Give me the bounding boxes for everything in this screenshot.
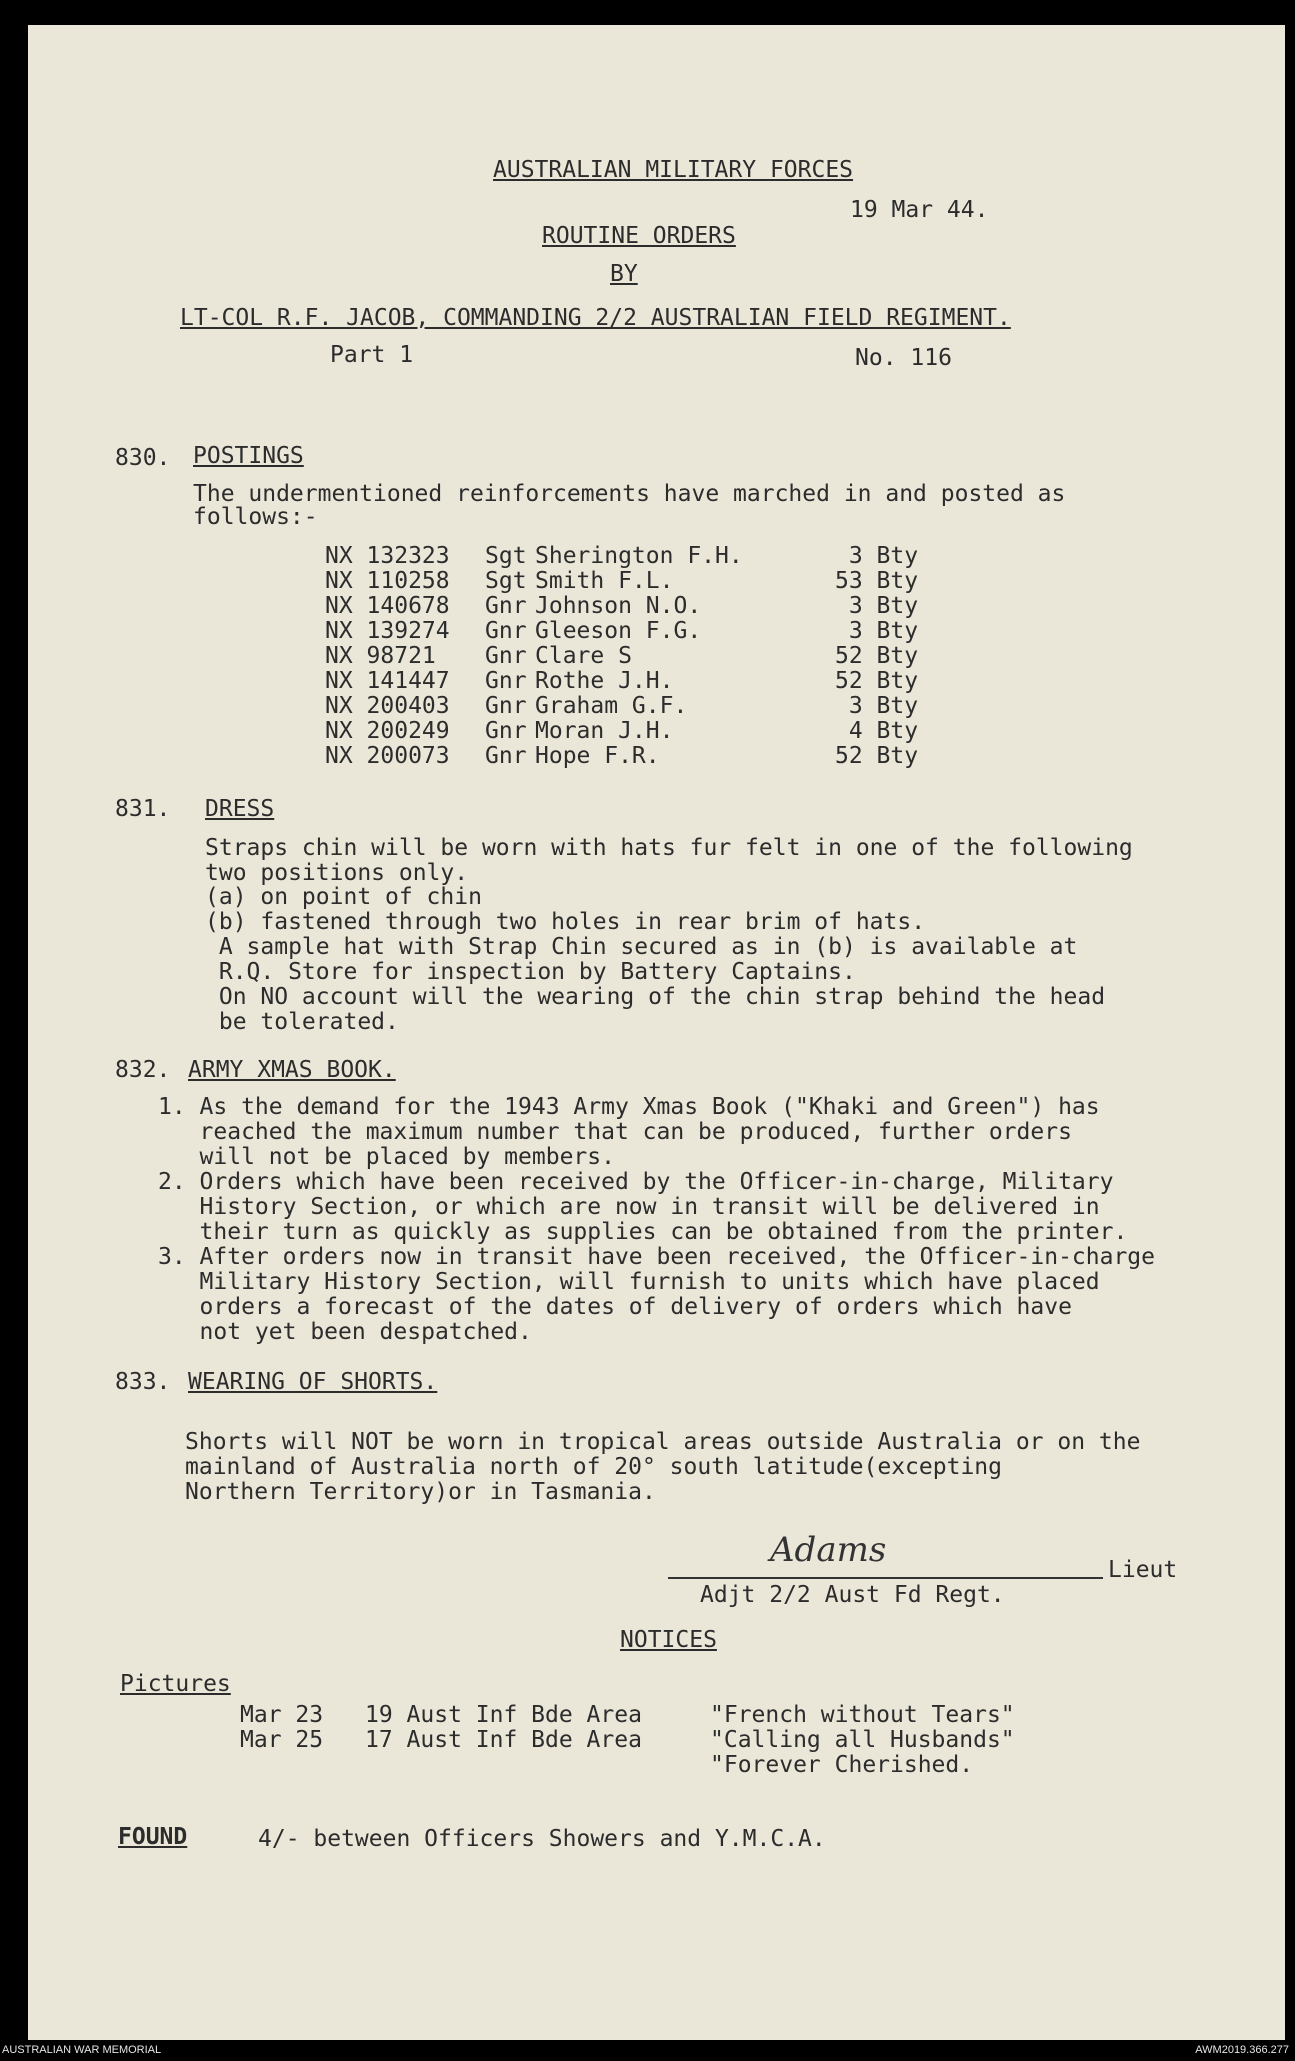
section-832-line: not yet been despatched. xyxy=(158,1319,532,1345)
soldier-name: Moran J.H. xyxy=(535,718,674,744)
battery: 53 Bty xyxy=(835,568,919,594)
section-831-line: two positions only. xyxy=(205,860,469,886)
service-number: NX 132323 xyxy=(325,543,450,569)
rank: Gnr xyxy=(485,643,527,669)
soldier-name: Hope F.R. xyxy=(535,743,660,769)
signatory-rank: Lieut xyxy=(1108,1557,1178,1583)
archive-id: AWM2019.366.277 xyxy=(1195,2044,1289,2056)
section-833-line: Northern Territory)or in Tasmania. xyxy=(185,1479,656,1505)
service-number: NX 140678 xyxy=(325,593,450,619)
picture-film: "Forever Cherished. xyxy=(710,1752,974,1778)
section-831-heading: DRESS xyxy=(205,796,275,822)
section-832-line: 3. After orders now in transit have been received, the Officer-in-charge xyxy=(158,1244,1155,1270)
section-830-number: 830. xyxy=(115,445,171,471)
battery: 3 Bty xyxy=(848,693,919,719)
signature: Adams xyxy=(770,1530,887,1570)
order-number: No. 116 xyxy=(855,345,952,371)
soldier-name: Smith F.L. xyxy=(535,568,674,594)
battery: 52 Bty xyxy=(835,668,919,694)
section-831-number: 831. xyxy=(115,796,171,822)
picture-film: "Calling all Husbands" xyxy=(710,1727,1015,1753)
table-row xyxy=(325,694,918,719)
notices-heading: NOTICES xyxy=(620,1627,717,1653)
section-833-line: Shorts will NOT be worn in tropical areas outside Australia or on the xyxy=(185,1429,1141,1455)
picture-area: 19 Aust Inf Bde Area xyxy=(365,1702,642,1728)
battery: 52 Bty xyxy=(835,643,919,669)
section-831-line: On NO account will the wearing of the chin strap behind the head xyxy=(205,984,1106,1010)
section-832-line: Military History Section, will furnish to units which have placed xyxy=(158,1269,1100,1295)
section-831-line: (b) fastened through two holes in rear brim of hats. xyxy=(205,909,926,935)
service-number: NX 200403 xyxy=(325,693,450,719)
found-label: FOUND xyxy=(118,1824,188,1850)
soldier-name: Rothe J.H. xyxy=(535,668,674,694)
section-832-line: their turn as quickly as supplies can be obtained from the printer. xyxy=(158,1219,1128,1245)
section-832-line: reached the maximum number that can be produced, further orders xyxy=(158,1119,1072,1145)
signatory-title: Adjt 2/2 Aust Fd Regt. xyxy=(700,1582,1005,1608)
signature-line xyxy=(668,1577,1103,1579)
section-831-line: be tolerated. xyxy=(205,1009,399,1035)
section-833-heading: WEARING OF SHORTS. xyxy=(188,1369,438,1395)
rank: Gnr xyxy=(485,668,527,694)
rank: Gnr xyxy=(485,593,527,619)
soldier-name: Gleeson F.G. xyxy=(535,618,702,644)
rank: Gnr xyxy=(485,618,527,644)
section-831-line: (a) on point of chin xyxy=(205,884,482,910)
picture-date: Mar 25 xyxy=(240,1727,324,1753)
section-832-line: 1. As the demand for the 1943 Army Xmas Book ("Khaki and Green") has xyxy=(158,1094,1100,1120)
section-830-heading: POSTINGS xyxy=(193,443,304,469)
table-row xyxy=(325,644,918,669)
section-831-line: A sample hat with Strap Chin secured as in (b) is available at xyxy=(205,934,1078,960)
postings-table xyxy=(325,544,918,769)
service-number: NX 200073 xyxy=(325,743,450,769)
commander-line: LT-COL R.F. JACOB, COMMANDING 2/2 AUSTRALIAN FIELD REGIMENT. xyxy=(180,305,1011,331)
order-date: 19 Mar 44. xyxy=(850,197,989,223)
document-title: ROUTINE ORDERS xyxy=(542,223,736,249)
part-label: Part 1 xyxy=(330,342,414,368)
rank: Gnr xyxy=(485,718,527,744)
soldier-name: Johnson N.O. xyxy=(535,593,702,619)
section-831-line: R.Q. Store for inspection by Battery Captains. xyxy=(205,959,856,985)
service-number: NX 141447 xyxy=(325,668,450,694)
found-text: 4/- between Officers Showers and Y.M.C.A. xyxy=(258,1826,826,1852)
section-832-heading: ARMY XMAS BOOK. xyxy=(188,1057,396,1083)
battery: 3 Bty xyxy=(848,593,919,619)
section-831-line: Straps chin will be worn with hats fur felt in one of the following xyxy=(205,835,1133,861)
battery: 52 Bty xyxy=(835,743,919,769)
section-832-line: will not be placed by members. xyxy=(158,1144,615,1170)
soldier-name: Graham G.F. xyxy=(535,693,688,719)
table-row xyxy=(325,544,918,569)
by-line: BY xyxy=(610,261,638,287)
section-832-line: 2. Orders which have been received by the Officer-in-charge, Military xyxy=(158,1169,1114,1195)
soldier-name: Sherington F.H. xyxy=(535,543,743,569)
section-830-intro: The undermentioned reinforcements have marched in and posted as xyxy=(193,481,1066,507)
table-row xyxy=(325,744,918,769)
service-number: NX 98721 xyxy=(325,643,436,669)
org-heading: AUSTRALIAN MILITARY FORCES xyxy=(493,157,854,183)
soldier-name: Clare S xyxy=(535,643,632,669)
table-row xyxy=(325,719,918,744)
archive-credit: AUSTRALIAN WAR MEMORIAL xyxy=(2,2044,162,2056)
table-row xyxy=(325,569,918,594)
battery: 4 Bty xyxy=(848,718,919,744)
service-number: NX 110258 xyxy=(325,568,450,594)
picture-area: 17 Aust Inf Bde Area xyxy=(365,1727,642,1753)
section-833-line: mainland of Australia north of 20° south latitude(excepting xyxy=(185,1454,1002,1480)
service-number: NX 139274 xyxy=(325,618,450,644)
rank: Gnr xyxy=(485,693,527,719)
battery: 3 Bty xyxy=(848,618,919,644)
rank: Sgt xyxy=(485,568,527,594)
battery: 3 Bty xyxy=(848,543,919,569)
section-833-number: 833. xyxy=(115,1369,171,1395)
section-832-line: History Section, or which are now in transit will be delivered in xyxy=(158,1194,1100,1220)
picture-date: Mar 23 xyxy=(240,1702,324,1728)
table-row xyxy=(325,619,918,644)
section-830-intro-cont: follows:- xyxy=(193,504,318,530)
rank: Gnr xyxy=(485,743,527,769)
picture-film: "French without Tears" xyxy=(710,1702,1015,1728)
table-row xyxy=(325,594,918,619)
rank: Sgt xyxy=(485,543,527,569)
service-number: NX 200249 xyxy=(325,718,450,744)
section-832-number: 832. xyxy=(115,1057,171,1083)
section-832-line: orders a forecast of the dates of delivery of orders which have xyxy=(158,1294,1072,1320)
table-row xyxy=(325,669,918,694)
pictures-label: Pictures xyxy=(120,1671,231,1697)
